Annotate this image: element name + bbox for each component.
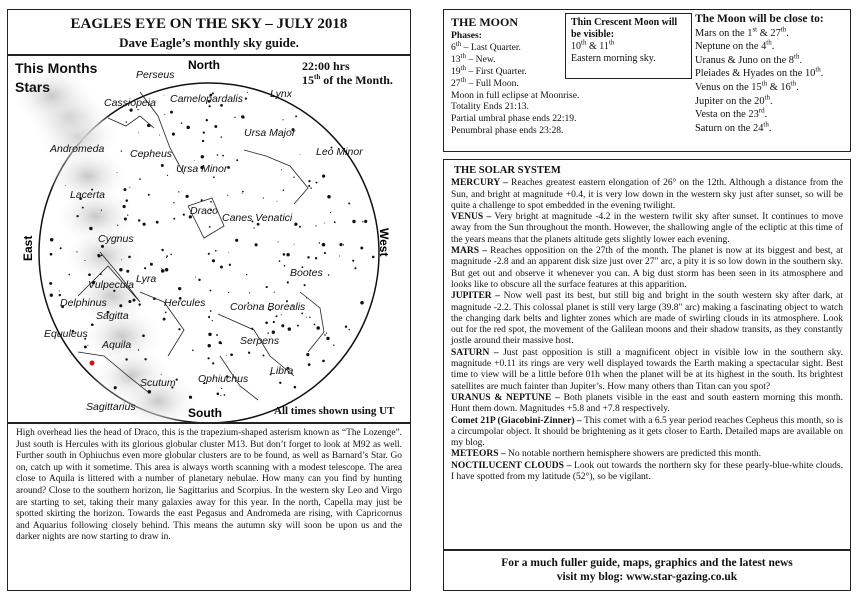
star: [202, 140, 204, 142]
constellation-label: Equuleus: [44, 328, 88, 340]
star: [236, 159, 238, 161]
constellation-label: Cepheus: [130, 148, 173, 160]
star: [124, 217, 127, 220]
star: [295, 115, 297, 117]
star: [278, 241, 279, 242]
star: [212, 362, 214, 364]
star: [249, 292, 250, 293]
constellation-label: Camelopardalis: [170, 93, 243, 105]
eclipse-line: Penumbral phase ends 23:28.: [451, 125, 564, 137]
moon-close-to: The Moon will be close to: Mars on the 1st & 27th. Neptune on the 4th. Uranus & Juno on the 8th. Pleiades & Hyades on the 10th. Venus on the 15th & 16th. Jupiter on the 20th. Vesta on the 23rd. Saturn on the 24th.: [695, 13, 824, 134]
constellation-label: Scutum: [140, 377, 176, 389]
star: [308, 363, 311, 366]
star: [328, 274, 330, 276]
constellation-label: Sagittarius: [86, 401, 136, 413]
constellation-label: Lyra: [136, 273, 157, 285]
star: [304, 284, 306, 286]
constellation-label: Cygnus: [98, 233, 134, 245]
constellation-label: Draco: [190, 205, 219, 217]
star: [148, 194, 150, 196]
star: [133, 299, 136, 302]
crescent-title: Thin Crescent Moon will be visible:: [571, 17, 678, 40]
star: [352, 220, 355, 223]
close-to-item: Neptune on the 4th.: [695, 38, 775, 53]
star: [208, 316, 210, 318]
star: [119, 268, 122, 271]
star: [209, 226, 211, 228]
star: [125, 358, 127, 360]
star: [128, 256, 131, 259]
star: [348, 329, 349, 330]
star: [293, 176, 294, 177]
constellation-label: Sagitta: [96, 310, 129, 322]
star: [330, 212, 331, 213]
star: [309, 317, 310, 318]
crescent-where: Eastern morning sky.: [571, 53, 656, 64]
star: [265, 322, 268, 325]
star: [97, 254, 99, 256]
constellation-label: Lacerta: [70, 189, 106, 201]
star: [166, 255, 168, 257]
star: [315, 225, 316, 226]
page-title: EAGLES EYE ON THE SKY – JULY 2018: [70, 16, 348, 32]
moon-title: THE MOON: [451, 15, 519, 29]
star: [345, 325, 347, 327]
star: [284, 265, 286, 267]
solar-system-panel: [443, 159, 851, 550]
star: [242, 191, 244, 193]
star: [248, 352, 250, 354]
star: [272, 331, 275, 334]
star: [334, 221, 336, 223]
constellation-label: Andromeda: [50, 143, 105, 155]
star: [234, 117, 235, 118]
star: [101, 209, 102, 210]
star: [165, 312, 167, 314]
title-box: [7, 9, 411, 55]
star: [208, 253, 210, 255]
star: [121, 259, 122, 260]
star: [224, 394, 226, 396]
star: [229, 264, 231, 266]
star: [163, 95, 164, 96]
star: [324, 252, 326, 254]
star: [50, 238, 54, 242]
star: [228, 252, 229, 253]
star: [235, 239, 238, 242]
north-label: North: [188, 58, 220, 72]
star: [221, 136, 222, 137]
star: [183, 214, 185, 216]
star: [220, 266, 223, 269]
star: [276, 201, 277, 202]
close-to-item: Venus on the 15th & 16th.: [695, 79, 799, 93]
star: [322, 360, 325, 363]
close-to-item: Saturn on the 24th.: [695, 120, 772, 134]
star: [326, 337, 329, 340]
star: [247, 92, 248, 93]
star: [217, 154, 219, 156]
east-label: East: [21, 235, 35, 261]
star: [121, 150, 122, 151]
star: [221, 388, 222, 389]
star: [297, 325, 299, 327]
star: [299, 226, 301, 228]
star: [339, 255, 340, 256]
star: [339, 243, 342, 246]
star: [50, 294, 53, 297]
star: [189, 396, 192, 399]
star: [306, 317, 307, 318]
star: [210, 201, 212, 203]
south-label: South: [188, 406, 222, 420]
west-label: West: [377, 228, 391, 257]
star: [178, 328, 180, 330]
eclipse-line: Totality Ends 21:13.: [451, 101, 529, 113]
star: [137, 109, 138, 110]
star: [126, 270, 129, 273]
star: [319, 242, 320, 243]
close-to-item: Uranus & Juno on the 8th.: [695, 52, 803, 66]
footer-box: [443, 550, 851, 591]
eclipse-line: Partial umbral phase ends 22:19.: [451, 113, 577, 125]
star: [129, 187, 130, 188]
star: [76, 251, 77, 252]
constellation-label: Ophiuchus: [198, 373, 249, 385]
constellation-label: Perseus: [136, 69, 175, 81]
star: [138, 219, 140, 221]
star: [84, 345, 87, 348]
star: [215, 250, 217, 252]
star: [161, 249, 163, 251]
star: [60, 247, 62, 249]
star: [263, 355, 265, 357]
solar-title: THE SOLAR SYSTEM: [454, 165, 561, 176]
star: [207, 357, 209, 359]
star: [253, 227, 254, 228]
star: [210, 310, 212, 312]
star: [114, 386, 117, 389]
sky-description: High overhead lies the head of Draco, this is the trapezium-shaped asterism known as “The Lozenge”. Just south is Hercules with its glorious globular cluster M13. But don’t forget to look at M92 as well. Further south in Ophiuchus even more globular clusters are to be found, as well as Barnard’s Star. Go on, catch up with it sometime. This area is always worth scanning with a modest telescope. The area close to Aquila is littered with a number of planetary nebulae. How many can you find by hunting around? Close to the southern horizon, lie Sagittarius and Scorpius. In the western sky Leo and Virgo are starting to set, taking their many galaxies away for this year. In the north, Capella may just be spotted skirting the horizon. Towards the east Pegasus and Andromeda are rising, with Capricornus and Aquarius following closely behind. This means the autumn sky will soon be upon us and the darker nights are now starting to draw in.: [7, 423, 411, 591]
star: [82, 207, 84, 209]
solar-entry: Comet 21P (Giacobini-Zinner) – This comet with a 6.5 year period reaches Cepheus this month, so is a circumpolar object. It should be brightening as it gets closer to Earth. Detailed maps are available on my blog.: [451, 415, 843, 449]
star: [300, 154, 301, 155]
star: [227, 195, 228, 196]
star: [161, 269, 165, 273]
star: [372, 256, 375, 259]
star: [49, 282, 52, 285]
star: [186, 195, 189, 198]
star: [352, 260, 354, 262]
chart-heading: This Months Stars: [15, 60, 98, 95]
star: [266, 286, 268, 288]
star-chart: [8, 56, 410, 422]
star: [273, 321, 275, 323]
star: [201, 155, 204, 158]
solar-entry: MARS – Reaches opposition on the 27th of the month. The planet is now at its biggest and best, at magnitude -2.8 and an apparent disk size just over 27" arc, a pity it is so low down in the southern sky. But get out and observe it whenever you can. A big dust storm has been seen in its atmosphere and looks like to obscure all the surface features at this apparition.: [451, 246, 843, 290]
star: [242, 193, 243, 194]
star: [178, 287, 181, 290]
star: [216, 334, 218, 336]
star: [306, 353, 309, 356]
star: [124, 188, 127, 191]
star: [161, 164, 164, 167]
footer-line1: For a much fuller guide, maps, graphics and the latest news: [501, 557, 793, 569]
star: [360, 301, 364, 305]
star: [316, 182, 318, 184]
constellation-label: Bootes: [290, 267, 323, 279]
constellation-label: Corona Borealis: [230, 301, 306, 313]
eclipse-line: Moon in full eclipse at Moonrise.: [451, 89, 580, 101]
moon-phase-item: 6th – Last Quarter.: [451, 39, 521, 53]
star: [178, 191, 179, 192]
star: [327, 195, 331, 199]
star: [176, 378, 178, 380]
star: [128, 300, 131, 303]
star: [286, 253, 289, 256]
star: [138, 349, 139, 350]
star: [208, 333, 211, 336]
chart-time: 22:00 hrs 15th of the Month.: [302, 59, 393, 87]
star: [212, 259, 215, 262]
moon-phase-item: 27th – Full Moon.: [451, 75, 519, 89]
star: [164, 114, 165, 115]
star: [159, 135, 160, 136]
solar-entry: VENUS – Very bright at magnitude -4.2 in the western twilit sky after sunset. It continues to move away from the Sun throughout the month. However, the shallowing angle of the ecliptic at this time of the years means that the planets altitude gets slightly lower each evening.: [451, 212, 843, 245]
star: [228, 292, 229, 293]
star: [308, 185, 310, 187]
constellation-label: Delphinus: [60, 297, 107, 309]
star: [281, 324, 284, 327]
star: [294, 223, 297, 226]
star: [138, 303, 140, 305]
star: [315, 257, 317, 259]
star: [222, 155, 224, 157]
star: [89, 227, 92, 230]
star: [220, 342, 222, 344]
star: [126, 199, 129, 202]
star: [246, 274, 247, 275]
star: [50, 253, 53, 256]
star: [267, 332, 269, 334]
star: [279, 382, 281, 384]
star: [170, 254, 172, 256]
star: [165, 268, 169, 272]
star: [144, 358, 146, 360]
star: [76, 215, 78, 217]
star: [173, 218, 175, 220]
star: [127, 214, 128, 215]
constellation-label: Cassiopeia: [104, 97, 156, 109]
constellation-label: Serpens: [240, 335, 280, 347]
star: [326, 332, 327, 333]
solar-entry: URANUS & NEPTUNE – Both planets visible in the east and south eastern morning this month. Hunt them down. Magnitudes +5.8 and +7.8 respectively.: [451, 392, 843, 415]
star: [322, 243, 326, 247]
star: [212, 320, 213, 321]
moon-phases: Phases: 6th – Last Quarter. 13th – New. 19th – First Quarter. 27th – Full Moon. Moon in full eclipse at Moonrise. Totality Ends 21:13. Partial umbral phase ends 22:19. Penumbral phase ends 23:28.: [451, 30, 631, 137]
star: [288, 327, 291, 330]
star: [117, 225, 118, 226]
star: [181, 122, 183, 124]
mars-marker: [90, 361, 95, 366]
star: [220, 395, 221, 396]
star: [143, 223, 146, 226]
constellation-label: Leo Minor: [316, 146, 363, 158]
star: [87, 345, 88, 346]
star: [360, 247, 363, 250]
constellation-label: Libra: [270, 365, 294, 377]
star: [84, 260, 85, 261]
star: [283, 189, 285, 191]
close-to-item: Pleiades & Hyades on the 10th.: [695, 65, 824, 80]
star: [161, 374, 162, 375]
star: [186, 126, 190, 129]
crescent-days: 10th & 11th: [571, 38, 615, 52]
constellation-label: Vulpecula: [88, 279, 134, 291]
star: [226, 355, 227, 356]
star: [324, 223, 325, 224]
star: [142, 334, 145, 337]
star: [69, 274, 71, 276]
star: [354, 267, 356, 269]
star: [241, 115, 244, 118]
star: [307, 256, 309, 258]
star: [287, 281, 289, 283]
star: [173, 202, 174, 203]
moon-phase-item: 19th – First Quarter.: [451, 63, 527, 77]
star: [362, 221, 363, 222]
star: [208, 344, 211, 347]
page-subtitle: Dave Eagle’s monthly sky guide.: [119, 35, 299, 50]
star: [126, 121, 127, 122]
star: [192, 349, 194, 351]
star: [144, 267, 146, 269]
star: [214, 125, 217, 128]
star: [139, 178, 141, 180]
star: [195, 277, 196, 278]
star: [324, 334, 326, 336]
star: [279, 260, 281, 262]
star: [263, 197, 264, 198]
constellation-label: Aquila: [102, 339, 132, 351]
star: [217, 393, 220, 396]
star: [122, 205, 125, 208]
constellation-label: Canes Venatici: [222, 212, 293, 224]
crescent-moon-box: [565, 13, 692, 79]
star: [310, 187, 312, 189]
star: [283, 253, 286, 256]
star: [91, 323, 94, 326]
solar-entry: SATURN – Just past opposition is still a magnificent object in visible low in the southern sky. magnitude +0.11 its rings are very well displayed towards the Earth making a spectacular sight. Best time to view will be a little before 01h when the planet will be at its highest in the south. Its brightest satellites are much fainter than Jupiter’s. How many others than Titan can you spot?: [451, 347, 844, 392]
star: [281, 314, 282, 315]
star: [356, 267, 357, 268]
constellation-label: Lynx: [270, 88, 292, 100]
close-to-item: Jupiter on the 20th.: [695, 93, 773, 107]
star: [227, 166, 230, 169]
star-chart-panel: [7, 55, 411, 423]
star: [364, 220, 367, 223]
star: [117, 172, 118, 173]
constellation-label: Ursa Major: [244, 127, 296, 139]
star: [308, 180, 310, 182]
moon-panel: [443, 9, 851, 152]
star: [209, 105, 211, 107]
star: [316, 326, 320, 330]
star: [101, 245, 104, 248]
close-to-item: Vesta on the 23rd.: [695, 106, 768, 121]
star: [245, 97, 247, 99]
solar-entry: NOCTILUCENT CLOUDS – Look out towards the northern sky for these pearly-blue-white clouds. I have spotted from my latitude (52°), so be vigilant.: [451, 460, 843, 483]
star: [294, 244, 295, 245]
star: [206, 119, 208, 121]
moon-phase-item: 13th – New.: [451, 51, 496, 65]
star: [274, 292, 275, 293]
star: [210, 290, 212, 292]
star: [65, 185, 66, 186]
star: [138, 132, 139, 133]
star: [203, 131, 205, 133]
ut-note: All times shown using UT: [274, 405, 395, 417]
star: [166, 257, 167, 258]
star: [150, 263, 153, 266]
solar-entry: METEORS – No notable northern hemisphere showers are predicted this month.: [451, 449, 762, 460]
star: [163, 318, 166, 321]
solar-entry: MERCURY – Reaches greatest eastern elongation of 26° on the 12th. Although a distance from the Sun, and bright at magnitude +0.4, it is very low down in the western sky just after sunset, so will be quite a challenge to spot embedded in the evening twilight.: [451, 178, 843, 211]
star: [333, 344, 334, 345]
star: [294, 386, 297, 389]
star: [161, 268, 162, 269]
star: [170, 111, 173, 114]
star: [255, 243, 258, 246]
star: [119, 304, 122, 307]
star: [343, 244, 344, 245]
star: [213, 176, 215, 178]
constellation-label: Hercules: [164, 297, 206, 309]
solar-entry: JUPITER – Now well past its best, but still big and bright in the south western sky after dark, at magnitude -2.2. This colossal planet is still very large (39.8" arc) making a fascinating object to watch the changing dark belts and lighter zones which are made of swirling clouds in its atmosphere. Look out for the red spot, the movement of the Galilean moons and their shadow transits, as they constantly jostle around their massive host.: [451, 291, 843, 347]
star: [198, 279, 200, 281]
star: [276, 315, 278, 317]
star: [156, 221, 159, 224]
star: [348, 203, 350, 205]
star: [281, 169, 282, 170]
star: [194, 160, 195, 161]
star: [314, 324, 316, 326]
star: [167, 175, 168, 176]
constellation-label: Ursa Minor: [176, 163, 228, 175]
star: [88, 273, 91, 276]
star: [230, 353, 233, 356]
star: [59, 294, 61, 296]
star: [282, 119, 283, 120]
star: [172, 133, 175, 136]
star: [322, 174, 325, 177]
footer-line2: visit my blog: www.star-gazing.co.uk: [556, 571, 738, 583]
star: [59, 290, 60, 291]
close-to-item: Mars on the 1st & 27th.: [695, 25, 789, 39]
